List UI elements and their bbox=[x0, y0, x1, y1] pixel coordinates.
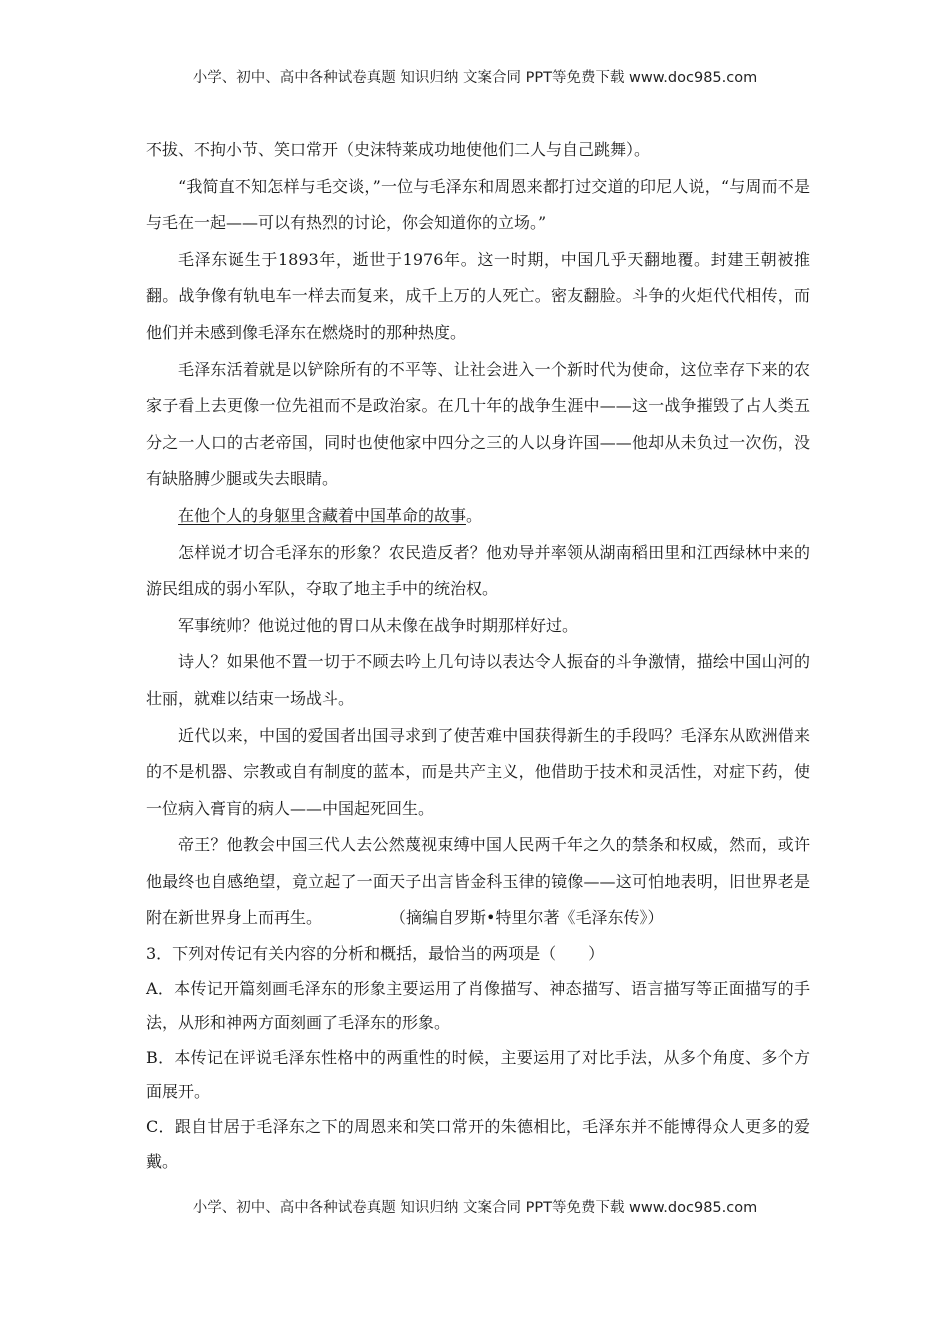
question-option-b: B．本传记在评说毛泽东性格中的两重性的时候，主要运用了对比手法，从多个角度、多个方面展开。 bbox=[146, 1047, 810, 1102]
passage-paragraph-3: 毛泽东诞生于1893年，逝世于1976年。这一时期，中国几乎天翻地覆。封建王朝被推翻。战争像有轨电车一样去而复来，成千上万的人死亡。密友翻脸。斗争的火炬代代相传，而他们并未感到像毛泽东在燃烧时的那种热度。 bbox=[146, 249, 810, 342]
paragraph-10-text: 帝王？他教会中国三代人去公然蔑视束缚中国人民两千年之久的禁条和权威，然而，或许他最终也自感绝望，竟立起了一面天子出言皆金科玉律的镜像——这可怕地表明，旧世界老是附在新世界身上而再生。 bbox=[146, 835, 810, 928]
passage-paragraph-7: 军事统帅？他说过他的胃口从未像在战争时期那样好过。 bbox=[178, 615, 579, 635]
document-body bbox=[146, 132, 810, 1179]
passage-paragraph-4: 毛泽东活着就是以铲除所有的不平等、让社会进入一个新时代为使命，这位幸存下来的农家子看上去更像一位先祖而不是政治家。在几十年的战争生涯中——这一战争摧毁了占人类五分之一人口的古老帝国，同时也使他家中四分之三的人以身许国——他却从未负过一次伤，没有缺胳膊少腿或失去眼睛。 bbox=[146, 359, 810, 489]
question-stem: 3．下列对传记有关内容的分析和概括，最恰当的两项是（ ） bbox=[146, 944, 605, 964]
passage-paragraph-8: 诗人？如果他不置一切于不顾去吟上几句诗以表达令人振奋的斗争激情，描绘中国山河的壮丽，就难以结束一场战斗。 bbox=[146, 652, 810, 708]
page-footer: 小学、初中、高中各种试卷真题 知识归纳 文案合同 PPT等免费下载 www.doc985.com bbox=[192, 1200, 758, 1216]
question-option-c: C．跟自甘居于毛泽东之下的周恩来和笑口常开的朱德相比，毛泽东并不能博得众人更多的爱戴。 bbox=[146, 1117, 810, 1171]
passage-paragraph-5 bbox=[146, 498, 810, 535]
source-citation: （摘编自罗斯•特里尔著《毛泽东传》） bbox=[390, 908, 664, 928]
passage-paragraph-9: 近代以来，中国的爱国者出国寻求到了使苦难中国获得新生的手段吗？毛泽东从欧洲借来的不是机器、宗教或自有制度的蓝本，而是共产主义，他借助于技术和灵活性，对症下药，使一位病入膏肓的病人——中国起死回生。 bbox=[146, 725, 810, 818]
passage-paragraph-10 bbox=[146, 827, 810, 937]
page-header: 小学、初中、高中各种试卷真题 知识归纳 文案合同 PPT等免费下载 www.doc985.com bbox=[192, 70, 758, 86]
sentence-end: 。 bbox=[466, 505, 483, 525]
passage-paragraph-6: 怎样说才切合毛泽东的形象？农民造反者？他劝导并率领从湖南稻田里和江西绿林中来的游民组成的弱小军队，夺取了地主手中的统治权。 bbox=[146, 542, 810, 599]
passage-paragraph-1: 不拔、不拘小节、笑口常开（史沫特莱成功地使他们二人与自己跳舞）。 bbox=[146, 140, 651, 159]
question-option-a: A．本传记开篇刻画毛泽东的形象主要运用了肖像描写、神态描写、语言描写等正面描写的手法，从形和神两方面刻画了毛泽东的形象。 bbox=[146, 978, 810, 1033]
underlined-sentence: 在他个人的身躯里含藏着中国革命的故事 bbox=[178, 505, 467, 525]
passage-paragraph-2: “我简直不知怎样与毛交谈，”一位与毛泽东和周恩来都打过交道的印尼人说，“与周而不是与毛在一起——可以有热烈的讨论，你会知道你的立场。” bbox=[146, 176, 810, 233]
